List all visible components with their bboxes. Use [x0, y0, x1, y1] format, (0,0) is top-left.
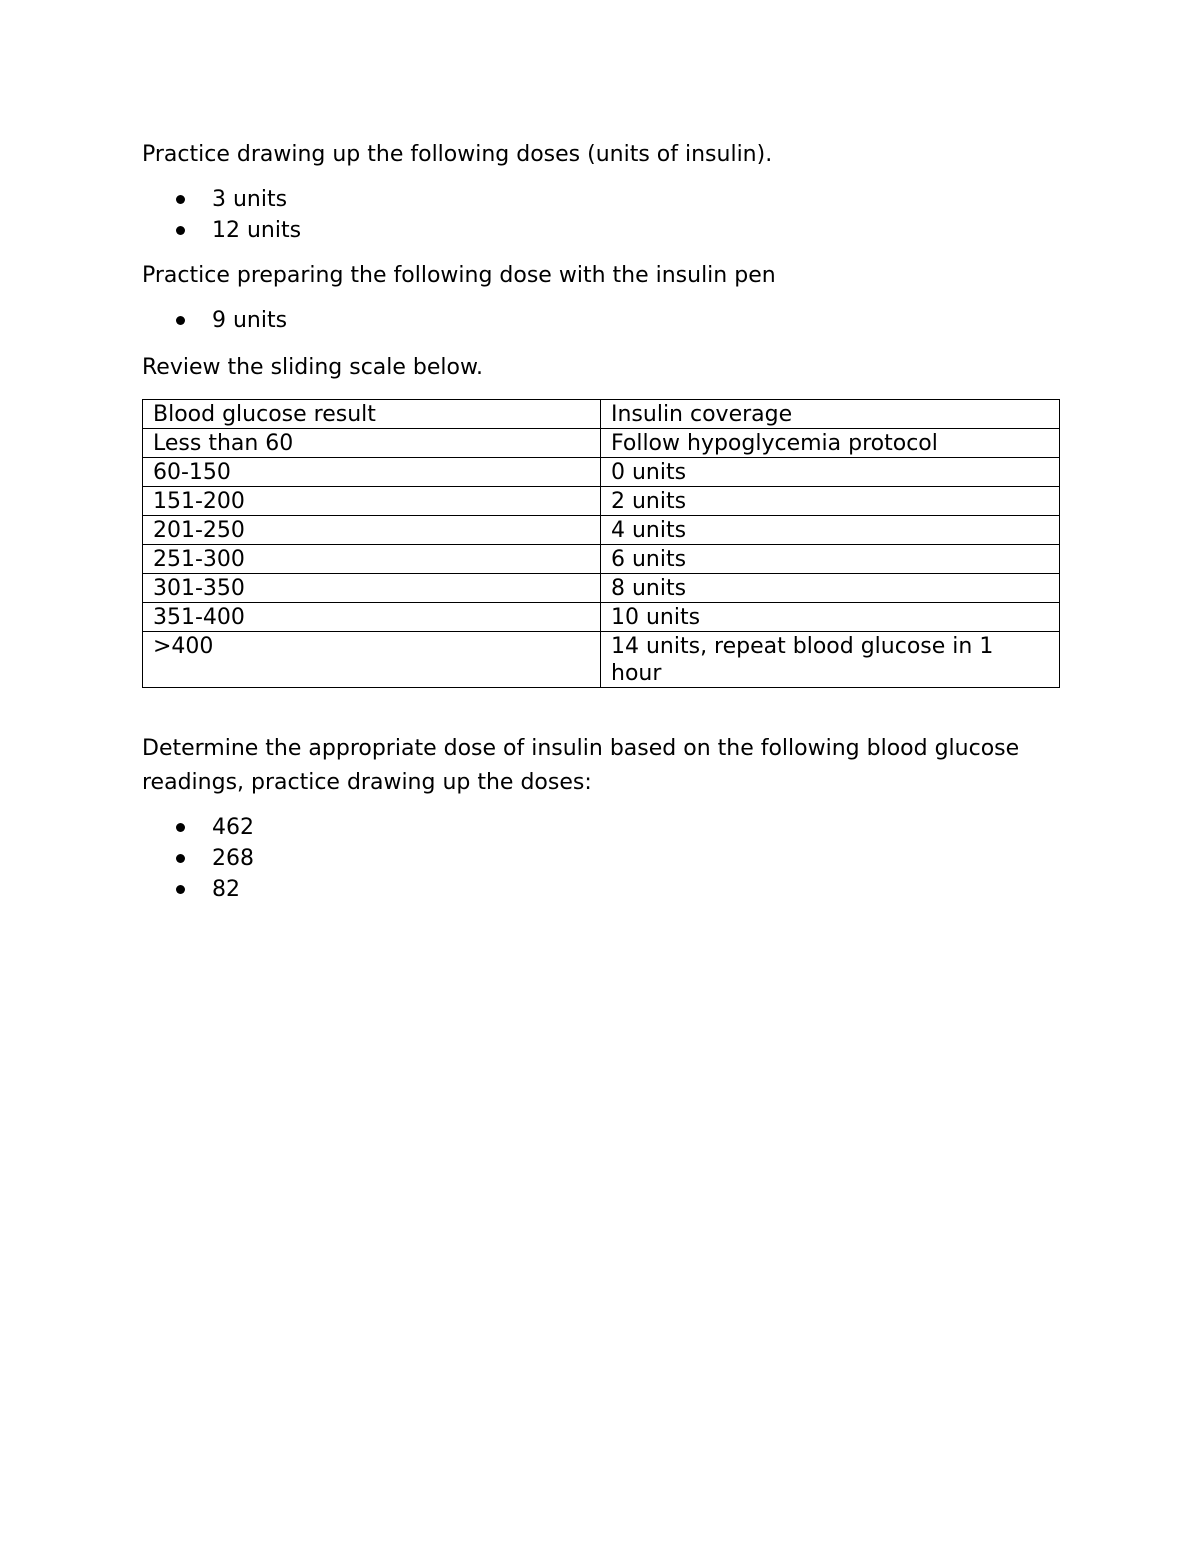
intro-heading: Practice drawing up the following doses (units of insulin).: [142, 142, 773, 167]
table-cell: 2 units: [601, 487, 1060, 516]
exercise-heading: Determine the appropriate dose of insulin based on the following blood glucose readings, practice drawing up the doses:: [142, 736, 1020, 795]
table-cell: 6 units: [601, 545, 1060, 574]
list-item: 462: [142, 812, 1060, 843]
table-cell: 251-300: [143, 545, 601, 574]
intro-dose-list: [142, 184, 1060, 246]
table-row: [143, 429, 1060, 458]
column-header-glucose: Blood glucose result: [143, 400, 601, 429]
pen-dose-list: [142, 305, 1060, 336]
sliding-scale-table: [142, 399, 1060, 688]
table-cell: 301-350: [143, 574, 601, 603]
list-item: 9 units: [142, 305, 1060, 336]
table-cell: 201-250: [143, 516, 601, 545]
document-page: [142, 138, 1060, 905]
list-item: 268: [142, 843, 1060, 874]
table-cell: >400: [143, 632, 601, 688]
column-header-coverage: Insulin coverage: [601, 400, 1060, 429]
table-row: [143, 603, 1060, 632]
list-item: 3 units: [142, 184, 1060, 215]
table-cell: 351-400: [143, 603, 601, 632]
table-cell: 8 units: [601, 574, 1060, 603]
pen-heading: Practice preparing the following dose with the insulin pen: [142, 263, 776, 288]
table-cell: 10 units: [601, 603, 1060, 632]
scale-heading: Review the sliding scale below.: [142, 355, 483, 380]
table-row: [143, 545, 1060, 574]
table-cell: 151-200: [143, 487, 601, 516]
table-row: [143, 516, 1060, 545]
table-cell: 4 units: [601, 516, 1060, 545]
table-header-row: [143, 400, 1060, 429]
table-cell: Less than 60: [143, 429, 601, 458]
table-row: [143, 458, 1060, 487]
reading-list: [142, 812, 1060, 905]
table-row: [143, 487, 1060, 516]
table-cell: 60-150: [143, 458, 601, 487]
table-row: [143, 632, 1060, 688]
table-cell: 0 units: [601, 458, 1060, 487]
table-cell: Follow hypoglycemia protocol: [601, 429, 1060, 458]
table-row: [143, 574, 1060, 603]
list-item: 82: [142, 874, 1060, 905]
list-item: 12 units: [142, 215, 1060, 246]
table-cell: 14 units, repeat blood glucose in 1 hour: [601, 632, 1060, 688]
